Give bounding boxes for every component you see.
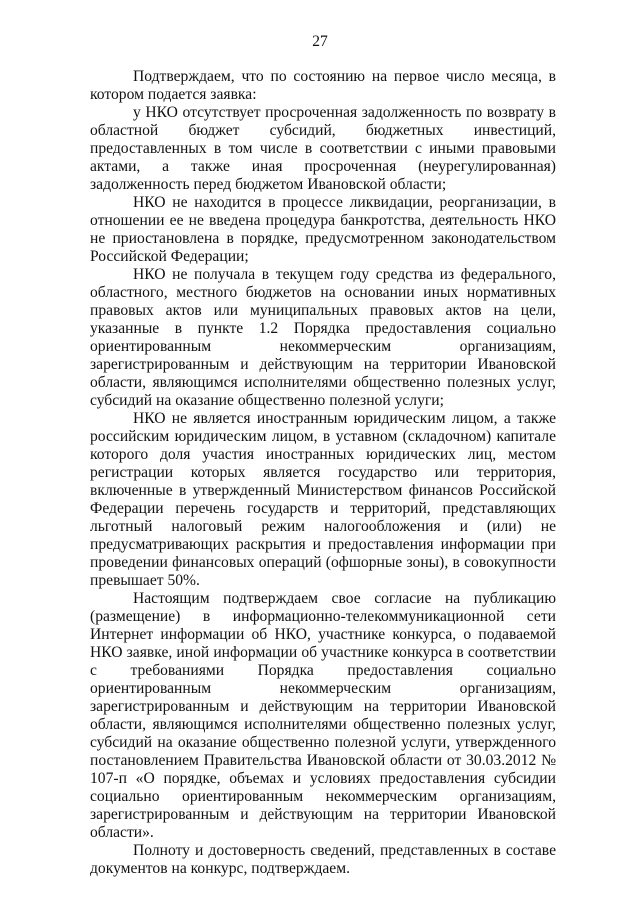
paragraph-no-liquidation: НКО не находится в процессе ликвидации, реорганизации, в отношении ее не введена процедура банкротства, деятельность НКО не приостановлена в порядке, предусмотренном законодательством Российской Федерации; (90, 194, 556, 265)
paragraph-no-other-funds: НКО не получала в текущем году средства из федерального, областного, местного бюджетов на основании иных нормативных правовых актов или муниципальных правовых актов на цели, указанные в пункте 1.2 Порядка предоставления социально ориентированным некоммерческим организациям, зарегистрированным и действующим на территории Ивановской области, являющимся исполнителями общественно полезных услуг, субсидий на оказание общественно полезной услуги; (90, 266, 556, 409)
paragraph-intro: Подтверждаем, что по состоянию на первое число месяца, в котором подается заявка: (90, 68, 556, 103)
page-number: 27 (312, 33, 328, 50)
paragraph-not-foreign: НКО не является иностранным юридическим лицом, а также российским юридическим лицом, в уставном (складочном) капитале которого доля участия иностранных юридических лиц, местом регистрации которых является государство или территория, включенные в утвержденный Министерством финансов Российской Федерации перечень государств и территорий, представляющих льготный налоговый режим налогообложения и (или) не предусматривающих раскрытия и предоставления информации при проведении финансовых операций (офшорные зоны), в совокупности превышает 50%. (90, 410, 556, 589)
document-body (90, 68, 556, 878)
paragraph-no-debt: у НКО отсутствует просроченная задолженность по возврату в областной бюджет субсидий, бюджетных инвестиций, предоставленных в том числе в соответствии с иными правовыми актами, а также иная просроченная (неурегулированная) задолженность перед бюджетом Ивановской области; (90, 104, 556, 193)
paragraph-accuracy-confirmation: Полноту и достоверность сведений, представленных в составе документов на конкурс, подтверждаем. (90, 842, 556, 877)
paragraph-publication-consent: Настоящим подтверждаем свое согласие на публикацию (размещение) в информационно-телекоммуникационной сети Интернет информации об НКО, участнике конкурса, о подаваемой НКО заявке, иной информации об участнике конкурса в соответствии с требованиями Порядка предоставления социально ориентированным некоммерческим организациям, зарегистрированным и действующим на территории Ивановской области, являющимся исполнителями общественно полезных услуг, субсидий на оказание общественно полезной услуги, утвержденного постановлением Правительства Ивановской области от 30.03.2012 № 107-п «О порядке, объемах и условиях предоставления субсидии социально ориентированным некоммерческим организациям, зарегистрированным и действующим на территории Ивановской области». (90, 590, 556, 841)
